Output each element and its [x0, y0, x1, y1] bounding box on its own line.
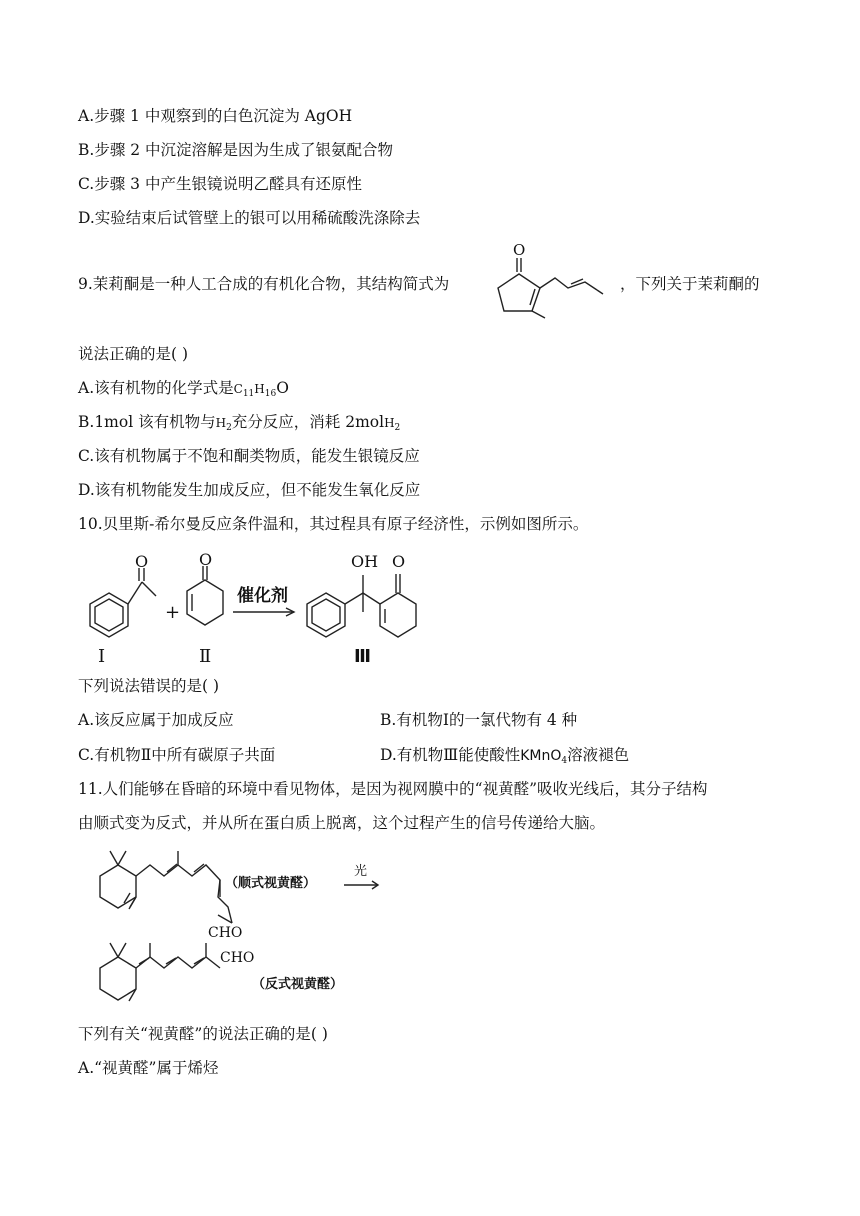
- q10-option-c: C.有机物Ⅱ中所有碳原子共面: [78, 746, 276, 764]
- q8-option-a: A.步骤 1 中观察到的白色沉淀为 AgOH: [78, 107, 353, 125]
- jasmone-o-label: O: [513, 241, 526, 259]
- plus-sign: +: [165, 602, 181, 623]
- light-label: 光: [354, 864, 368, 879]
- formula-o: O: [276, 379, 289, 397]
- compound2-o-label: O: [199, 550, 213, 569]
- q9-stem-part3: 说法正确的是( ): [78, 345, 189, 363]
- cis-cho-label: CHO: [208, 925, 243, 941]
- q8-option-c: C.步骤 3 中产生银镜说明乙醛具有还原性: [78, 175, 362, 193]
- q10-question: 下列说法错误的是( ): [78, 677, 220, 695]
- h2-formula-2: H: [384, 416, 395, 430]
- formula-c: C: [233, 382, 243, 396]
- formula-h: H: [254, 382, 265, 396]
- trans-retinal-label: （反式视黄醛）: [252, 977, 344, 992]
- q10-option-b: B.有机物Ⅰ的一氯代物有 4 种: [380, 711, 578, 729]
- kmno4-formula: KMnO: [520, 748, 562, 764]
- compound3-oh-label: OH: [351, 552, 379, 571]
- q8-option-b: B.步骤 2 中沉淀溶解是因为生成了银氨配合物: [78, 141, 394, 159]
- q9-option-b-prefix: B.1mol 该有机物与: [78, 413, 216, 431]
- kmno4-subscript: 4: [561, 756, 568, 766]
- retinal-isomerization-diagram: [80, 845, 400, 1015]
- baylis-hillman-reaction: [80, 550, 420, 665]
- formula-h-count: 16: [264, 389, 277, 399]
- q9-option-d: D.该有机物能发生加成反应，但不能发生氧化反应: [78, 481, 421, 499]
- compound2-label: Ⅱ: [199, 646, 212, 667]
- compound3-label: Ⅲ: [354, 646, 372, 667]
- q11-question: 下列有关“视黄醛”的说法正确的是( ): [78, 1025, 328, 1043]
- cis-retinal-label: （顺式视黄醛）: [225, 876, 317, 891]
- q8-option-d: D.实验结束后试管壁上的银可以用稀硫酸洗涤除去: [78, 209, 421, 227]
- formula-c-count: 11: [242, 389, 255, 399]
- trans-cho-label: CHO: [220, 950, 255, 966]
- q11-stem-line1: 11.人们能够在昏暗的环境中看见物体，是因为视网膜中的“视黄醛”吸收光线后，其分子结构: [78, 780, 708, 798]
- q10-option-d-prefix: D.有机物Ⅲ能使酸性: [380, 746, 521, 764]
- jasmone-structure: [490, 238, 620, 323]
- compound1-o-label: O: [135, 552, 149, 571]
- h2-formula: H: [215, 416, 227, 430]
- q9-option-c: C.该有机物属于不饱和酮类物质，能发生银镜反应: [78, 447, 420, 465]
- q9-option-a: [78, 378, 289, 404]
- q10-option-d: [380, 745, 629, 771]
- q10-option-a: A.该反应属于加成反应: [78, 711, 234, 729]
- h2-count-2: 2: [394, 423, 401, 433]
- q9-option-b-middle: 充分反应，消耗 2mol: [231, 413, 385, 431]
- compound1-label: Ⅰ: [98, 646, 106, 667]
- catalyst-label: 催化剂: [237, 586, 288, 606]
- compound3-o-label: O: [392, 552, 406, 571]
- q9-option-b: [78, 412, 400, 438]
- q10-option-d-suffix: 溶液褪色: [567, 746, 630, 764]
- q9-option-a-text: A.该有机物的化学式是: [78, 379, 234, 397]
- h2-count: 2: [226, 423, 232, 433]
- q9-stem-part1: 9.茉莉酮是一种人工合成的有机化合物，其结构简式为: [78, 275, 450, 293]
- q10-stem: 10.贝里斯-希尔曼反应条件温和，其过程具有原子经济性，示例如图所示。: [78, 515, 589, 533]
- q11-option-a: A.“视黄醛”属于烯烃: [78, 1059, 219, 1077]
- q11-stem-line2: 由顺式变为反式，并从所在蛋白质上脱离，这个过程产生的信号传递给大脑。: [78, 814, 606, 832]
- q9-stem-part2: ，下列关于茉莉酮的: [620, 275, 760, 293]
